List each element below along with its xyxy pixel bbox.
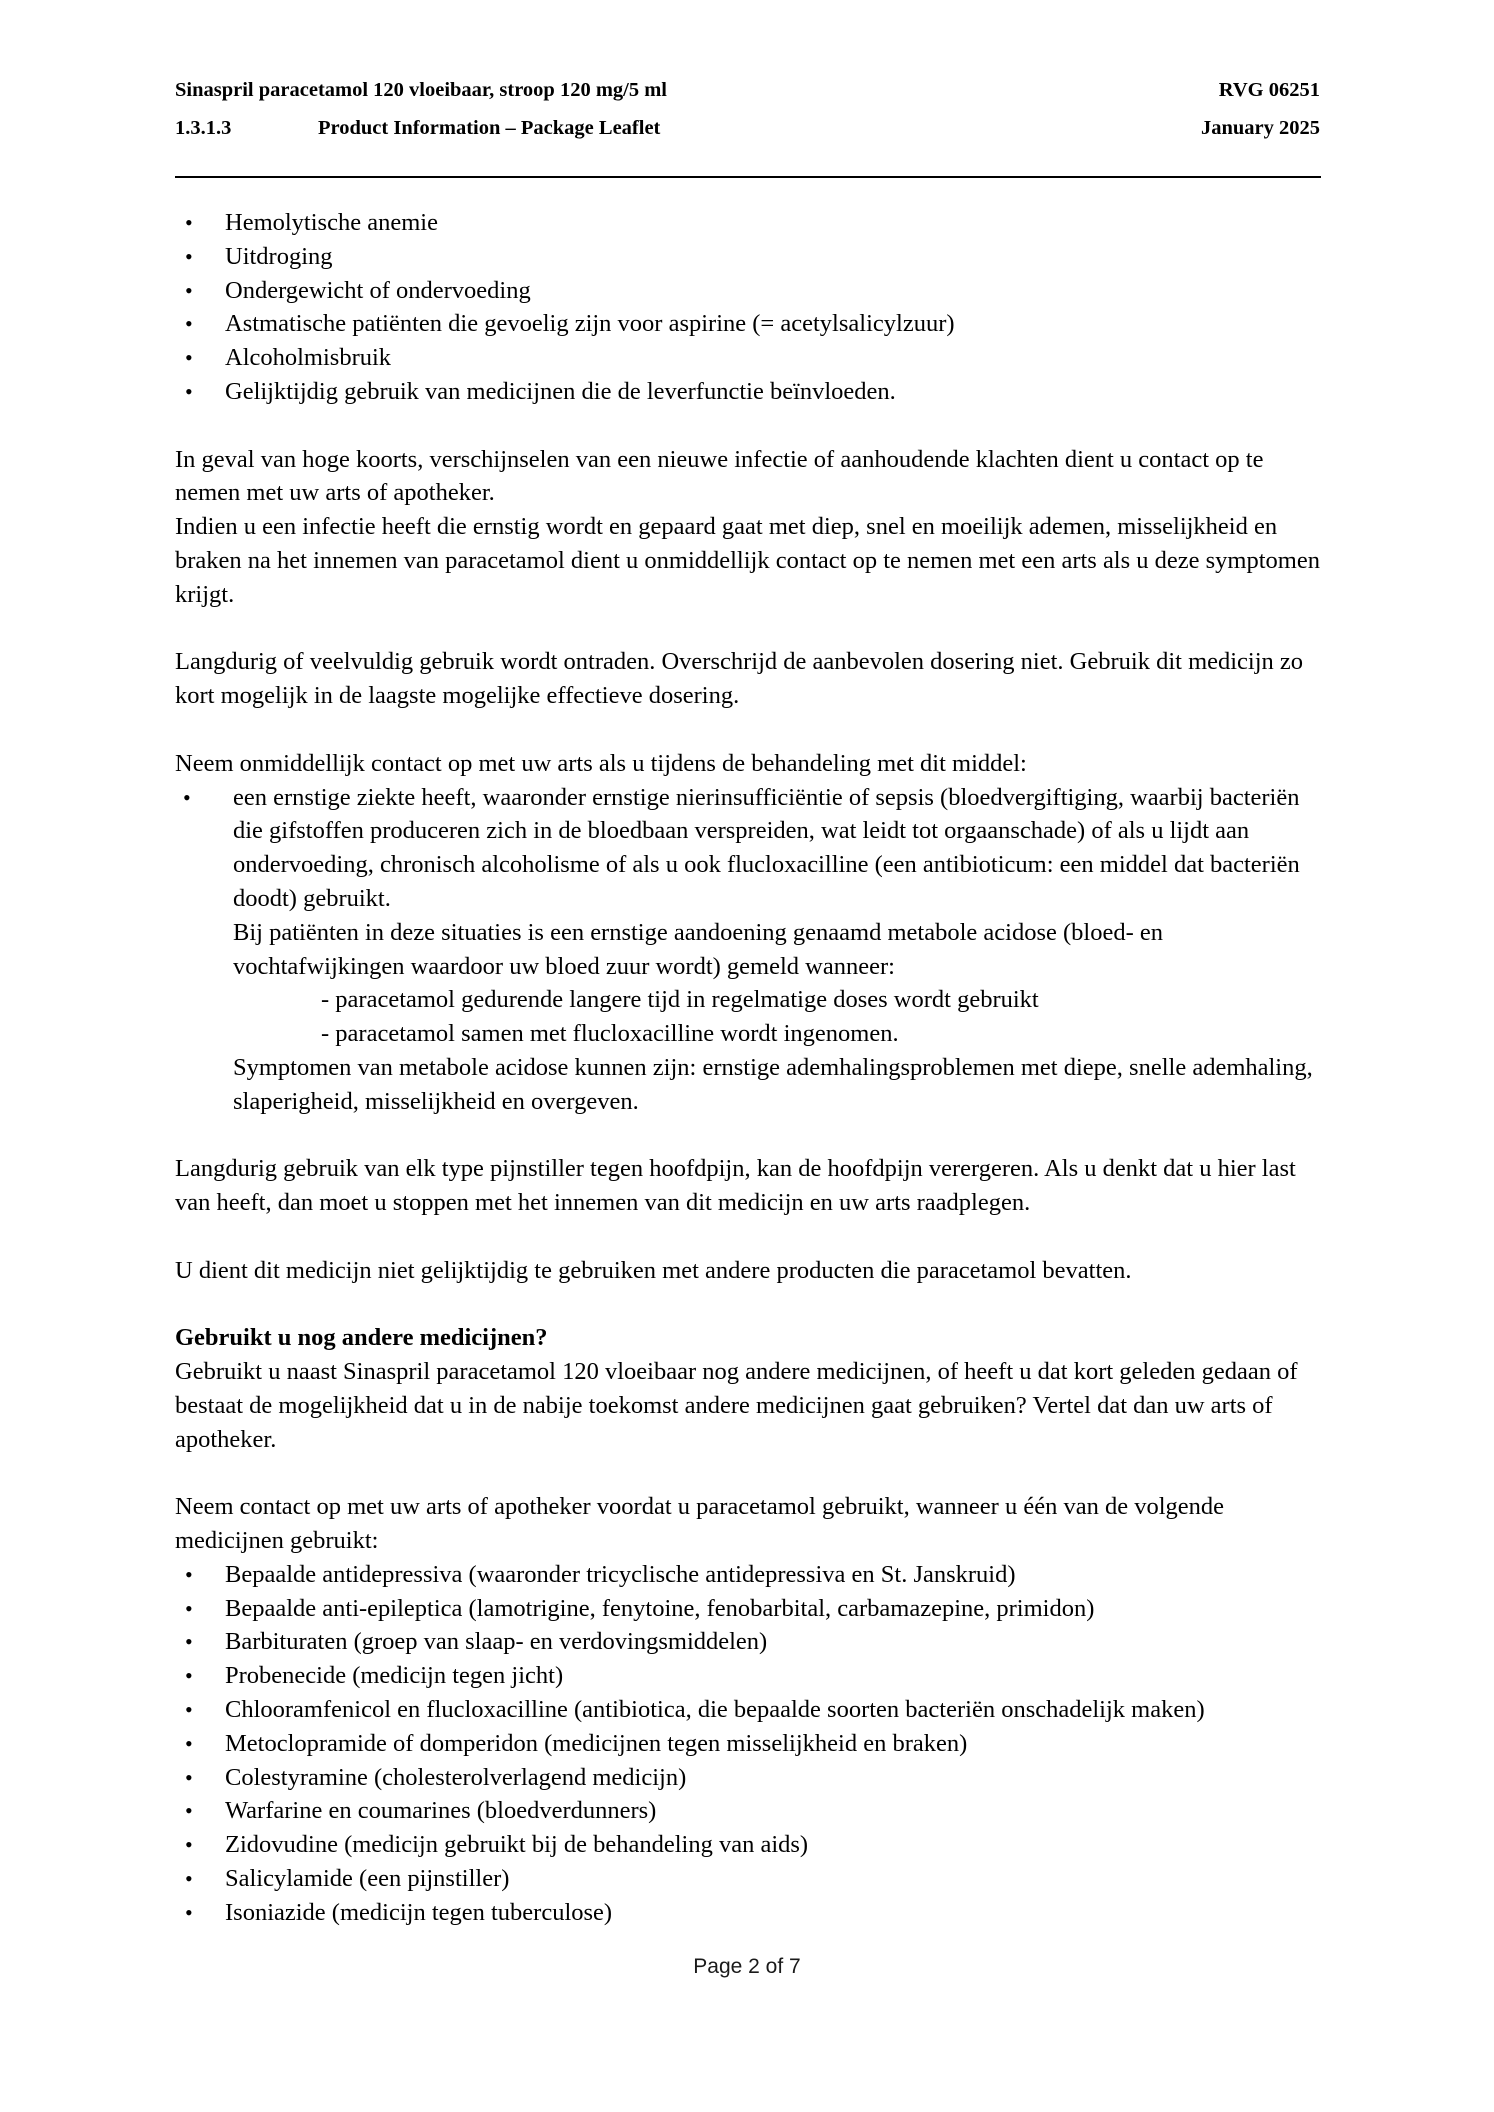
list-item — [175, 1862, 1323, 1896]
serious-illness-list — [175, 781, 1323, 916]
paragraph-spacer — [175, 1456, 1323, 1490]
paragraph-contact-before-use: Neem contact op met uw arts of apotheker voordat u paracetamol gebruikt, wanneer u één van de volgende medicijnen gebruikt: — [175, 1493, 1225, 1555]
paragraph-acidosis-intro: Bij patiënten in deze situaties is een ernstige aandoening genaamd metabole acidose (bloed- en vochtafwijkingen waardoor uw bloed zuur wordt) gemeld wanneer: — [233, 918, 1163, 980]
document-body — [175, 206, 1323, 1930]
list-item — [175, 341, 1323, 375]
list-item — [175, 1592, 1323, 1626]
list-item-label: Ondergewicht of ondervoeding — [225, 276, 531, 304]
acidosis-condition-1: - paracetamol gedurende langere tijd in regelmatige doses wordt gebruikt — [321, 986, 1039, 1014]
header-section-group — [175, 118, 660, 139]
list-item — [175, 781, 1323, 916]
list-item — [175, 307, 1323, 341]
list-item — [175, 1625, 1323, 1659]
list-item-label: Isoniazide (medicijn tegen tuberculose) — [225, 1898, 613, 1926]
paragraph-infection: Indien u een infectie heeft die ernstig wordt en gepaard gaat met diep, snel en moeilijk ademen, misselijkheid en braken na het innemen van paracetamol dient u onmiddellijk contact op te nemen met een arts als u deze symptomen krijgt. — [175, 513, 1320, 608]
list-item-label: Astmatische patiënten die gevoelig zijn voor aspirine (= acetylsalicylzuur) — [225, 310, 955, 338]
acidosis-condition-2: - paracetamol samen met flucloxacilline wordt ingenomen. — [321, 1020, 899, 1048]
list-item — [175, 1693, 1323, 1727]
paragraph-spacer — [175, 1220, 1323, 1254]
list-item-label: Hemolytische anemie — [225, 209, 438, 236]
paragraph-spacer — [175, 409, 1323, 443]
paragraph-spacer — [175, 612, 1323, 646]
section-title: Product Information – Package Leaflet — [318, 116, 661, 139]
paragraph-no-combine: U dient dit medicijn niet gelijktijdig te gebruiken met andere producten die paracetamol bevatten. — [175, 1256, 1132, 1284]
header-divider — [175, 176, 1321, 178]
paragraph-spacer — [175, 1119, 1323, 1153]
page-number-label: Page 2 of 7 — [693, 1955, 801, 1978]
list-item-label: Warfarine en coumarines (bloedverdunners) — [225, 1797, 657, 1825]
list-item-label: een ernstige ziekte heeft, waaronder ernstige nierinsufficiëntie of sepsis (bloedvergiftiging, waarbij bacteriën die gifstoffen produceren zich in de bloedbaan verspreiden, wat leidt tot orgaanschade) of als u lijdt aan ondervoeding, chronisch alcoholisme of als u ook flucloxacilline (een antibioticum: een middel dat bacteriën doodt) gebruikt. — [233, 783, 1300, 912]
list-item — [175, 1727, 1323, 1761]
list-item — [175, 1794, 1323, 1828]
list-item-label: Bepaalde anti-epileptica (lamotrigine, fenytoine, fenobarbital, carbamazepine, primidon) — [225, 1594, 1095, 1622]
list-item-label: Zidovudine (medicijn gebruikt bij de behandeling van aids) — [225, 1831, 809, 1859]
registration-number: RVG 06251 — [1218, 79, 1320, 101]
list-item — [175, 1558, 1323, 1592]
list-item — [175, 240, 1323, 274]
paragraph-contact-doctor-intro: Neem onmiddellijk contact op met uw arts als u tijdens de behandeling met dit middel: — [175, 749, 1027, 777]
list-item-label: Salicylamide (een pijnstiller) — [225, 1865, 510, 1893]
list-item-label: Colestyramine (cholesterolverlagend medicijn) — [225, 1763, 687, 1791]
list-item — [175, 1896, 1323, 1930]
header-line-1 — [175, 80, 1320, 101]
product-title: Sinaspril paracetamol 120 vloeibaar, stroop 120 mg/5 ml — [175, 79, 667, 101]
list-item-label: Alcoholmisbruik — [225, 344, 392, 372]
paragraph-acidosis-symptoms: Symptomen van metabole acidose kunnen zijn: ernstige ademhalingsproblemen met diepe, snelle ademhaling, slaperigheid, misselijkheid en overgeven. — [233, 1053, 1313, 1115]
warning-conditions-list — [175, 206, 1323, 409]
list-item — [175, 1761, 1323, 1795]
paragraph-spacer — [175, 713, 1323, 747]
list-item — [175, 1828, 1323, 1862]
list-item-label: Metoclopramide of domperidon (medicijnen tegen misselijkheid en braken) — [225, 1729, 968, 1757]
paragraph-spacer — [175, 1288, 1323, 1322]
page-footer — [0, 1955, 1494, 1979]
page-header — [175, 80, 1320, 138]
list-item-label: Bepaalde antidepressiva (waaronder tricyclische antidepressiva en St. Janskruid) — [225, 1560, 1016, 1588]
list-item — [175, 274, 1323, 308]
list-item-label: Barbituraten (groep van slaap- en verdovingsmiddelen) — [225, 1628, 768, 1656]
list-item-label: Gelijktijdig gebruik van medicijnen die de leverfunctie beïnvloeden. — [225, 377, 896, 405]
paragraph-other-medicines: Gebruikt u naast Sinaspril paracetamol 120 vloeibaar nog andere medicijnen, of heeft u dat kort geleden gedaan of bestaat de mogelijkheid dat u in de nabije toekomst andere medicijnen gaat gebruiken? Vertel dat dan uw arts of apotheker. — [175, 1358, 1298, 1453]
list-item — [175, 1659, 1323, 1693]
paragraph-headache-warning: Langdurig gebruik van elk type pijnstiller tegen hoofdpijn, kan de hoofdpijn verergeren. Als u denkt dat u hier last van heeft, dan moet u stoppen met het innemen van dit medicijn en uw arts raadplegen. — [175, 1155, 1296, 1217]
list-item — [175, 206, 1323, 240]
list-item-label: Chlooramfenicol en flucloxacilline (antibiotica, die bepaalde soorten bacteriën onschadelijk maken) — [225, 1696, 1205, 1724]
header-line-2 — [175, 118, 1320, 139]
interacting-medicines-list — [175, 1558, 1323, 1930]
paragraph-long-term-use: Langdurig of veelvuldig gebruik wordt ontraden. Overschrijd de aanbevolen dosering niet. Gebruik dit medicijn zo kort mogelijk in de laagste mogelijke effectieve dosering. — [175, 648, 1304, 710]
list-item-label: Uitdroging — [225, 242, 333, 270]
list-item-label: Probenecide (medicijn tegen jicht) — [225, 1662, 564, 1690]
document-date: January 2025 — [1200, 116, 1320, 139]
section-number: 1.3.1.3 — [175, 116, 232, 139]
list-item — [175, 375, 1323, 409]
metabolic-acidosis-block — [175, 916, 1323, 1119]
paragraph-fever: In geval van hoge koorts, verschijnselen van een nieuwe infectie of aanhoudende klachten dient u contact op te nemen met uw arts of apotheker. — [175, 445, 1264, 507]
heading-other-medicines: Gebruikt u nog andere medicijnen? — [175, 1324, 548, 1352]
